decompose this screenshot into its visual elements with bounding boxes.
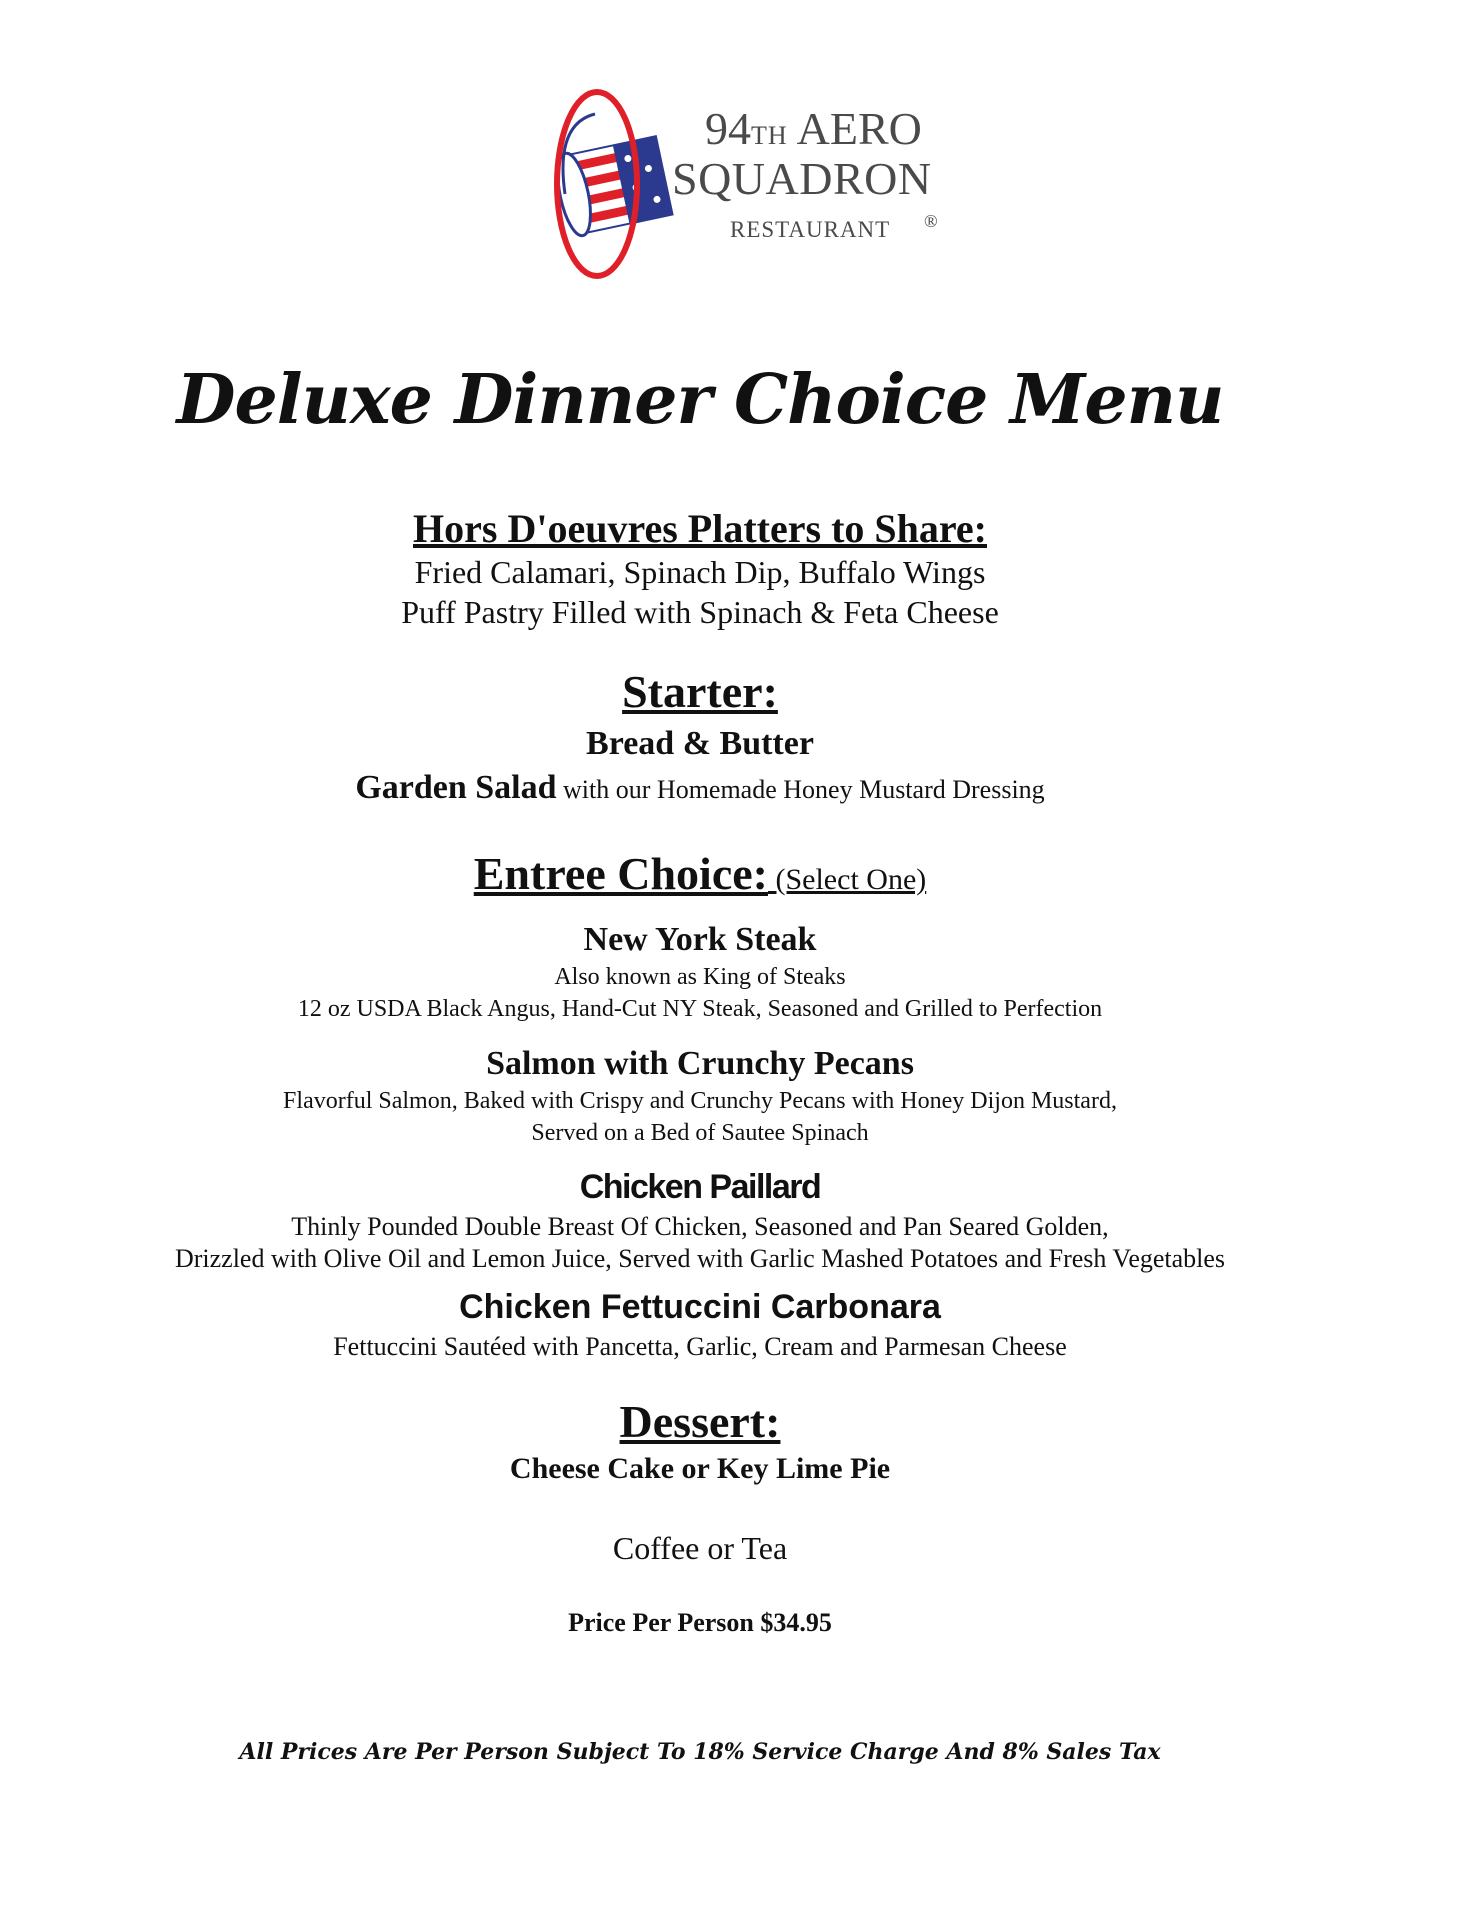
- dessert-item: Cheese Cake or Key Lime Pie: [509, 1452, 891, 1485]
- entree-item-desc: Served on a Bed of Sautee Spinach: [531, 1120, 869, 1146]
- footer-disclaimer: All Prices Are Per Person Subject To 18% Service Charge And 8% Sales Tax: [239, 1739, 1161, 1765]
- menu-title: Deluxe Dinner Choice Menu: [176, 360, 1224, 440]
- entree-item-desc: Also known as King of Steaks: [554, 964, 846, 990]
- hors-doeuvres-heading: Hors D'oeuvres Platters to Share:: [413, 506, 987, 551]
- top-hat-logo-icon: [535, 84, 675, 284]
- logo-line-94th-aero: 94TH AERO: [705, 103, 922, 154]
- entree-item-title: Chicken Fettuccini Carbonara: [459, 1288, 941, 1326]
- price-per-person: Price Per Person $34.95: [568, 1608, 832, 1637]
- starter-garden-salad: [0, 768, 1400, 807]
- hors-doeuvres-line-2: Puff Pastry Filled with Spinach & Feta Cheese: [401, 594, 999, 630]
- logo-line-restaurant: RESTAURANT: [730, 217, 891, 242]
- entree-item-title: Chicken Paillard: [579, 1168, 821, 1206]
- hors-doeuvres-line-1: Fried Calamari, Spinach Dip, Buffalo Wings: [414, 554, 986, 590]
- entree-heading-text: Entree Choice:: [473, 848, 768, 899]
- starter-heading: Starter:: [622, 666, 778, 717]
- entree-select-note: (Select One): [767, 863, 927, 896]
- garden-salad-name: Garden Salad: [355, 769, 557, 806]
- logo-line-squadron: SQUADRON: [672, 153, 932, 204]
- registered-mark: ®: [924, 211, 938, 231]
- starter-bread-butter: Bread & Butter: [586, 725, 814, 762]
- entree-item-desc: Fettuccini Sautéed with Pancetta, Garlic, Cream and Parmesan Cheese: [333, 1332, 1067, 1361]
- garden-salad-desc: with our Homemade Honey Mustard Dressing: [556, 775, 1045, 804]
- restaurant-logo: [535, 84, 955, 284]
- entree-item-desc: Flavorful Salmon, Baked with Crispy and Crunchy Pecans with Honey Dijon Mustard,: [283, 1088, 1117, 1114]
- dessert-heading: Dessert:: [619, 1396, 781, 1447]
- entree-heading: [0, 848, 1400, 901]
- entree-item-desc: Thinly Pounded Double Breast Of Chicken, Seasoned and Pan Seared Golden,: [291, 1212, 1109, 1241]
- entree-item-title: Salmon with Crunchy Pecans: [486, 1045, 914, 1082]
- entree-item-desc: 12 oz USDA Black Angus, Hand-Cut NY Steak, Seasoned and Grilled to Perfection: [297, 996, 1103, 1022]
- entree-item-title: New York Steak: [583, 921, 817, 958]
- beverage-line: Coffee or Tea: [612, 1530, 788, 1566]
- entree-item-desc: Drizzled with Olive Oil and Lemon Juice, Served with Garlic Mashed Potatoes and Fresh Vegetables: [174, 1244, 1226, 1273]
